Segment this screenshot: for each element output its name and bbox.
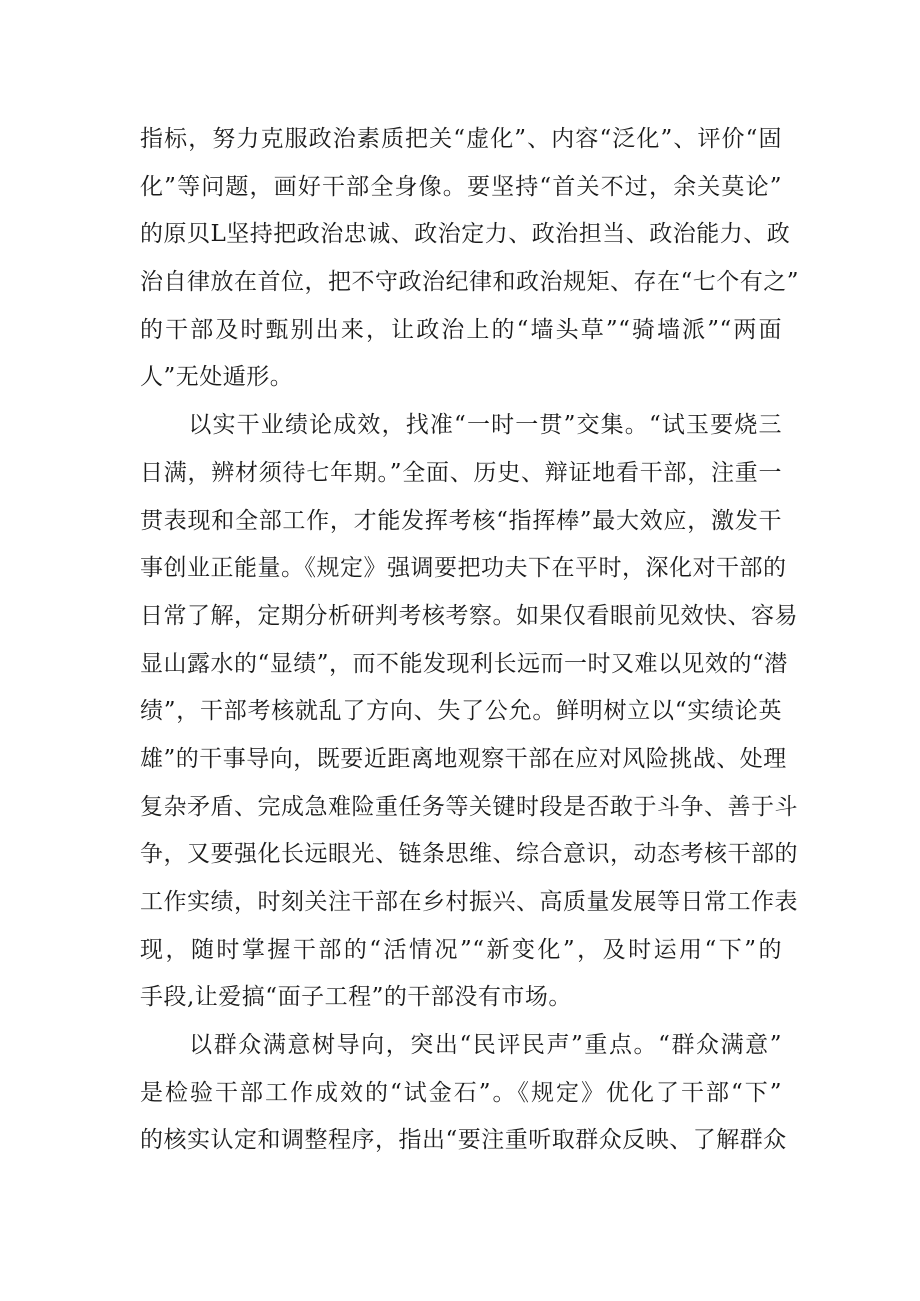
text-line: 贯表现和全部工作，才能发挥考核“指挥棒”最大效应，激发干	[140, 507, 782, 534]
text-line: 是检验干部工作成效的“试金石”。《规定》优化了干部“下”	[140, 1079, 782, 1106]
text-line: 治自律放在首位，把不守政治纪律和政治规矩、存在“七个有之”	[140, 269, 800, 296]
text-line: 指标，努力克服政治素质把关“虚化”、内容“泛化”、评价“固	[140, 126, 782, 152]
text-line: 的原贝L坚持把政治忠诚、政治定力、政治担当、政治能力、政	[140, 221, 791, 248]
text-line: 的核实认定和调整程序，指出“要注重听取群众反映、了解群众	[140, 1127, 787, 1154]
text-line: 手段,让爱搞“面子工程”的干部没有市场。	[140, 984, 572, 1011]
text-line: 以群众满意树导向，突出“民评民声”重点。“群众满意”	[140, 1032, 782, 1059]
text-line: 工作实绩，时刻关注干部在乡村振兴、高质量发展等日常工作表	[140, 889, 798, 915]
text-line: 化”等问题，画好干部全身像。要坚持“首关不过，余关莫论”	[140, 173, 782, 200]
text-line: 显山露水的“显绩”，而不能发现利长远而一时又难以见效的“潜	[140, 650, 788, 677]
text-line: 以实干业绩论成效，找准“一时一贯”交集。“试玉要烧三	[140, 412, 782, 439]
text-line: 人”无处遁形。	[140, 364, 294, 391]
text-line: 复杂矛盾、完成急难险重任务等关键时段是否敢于斗争、善于斗	[140, 793, 798, 820]
document-body	[140, 116, 800, 1165]
text-line: 绩”，干部考核就乱了方向、失了公允。鲜明树立以“实绩论英	[140, 698, 782, 725]
text-line: 事创业正能量。《规定》强调要把功夫下在平时，深化对干部的	[140, 555, 787, 582]
text-line: 的干部及时甄别出来，让政治上的“墙头草”“骑墙派”“两面	[140, 316, 782, 343]
text-line: 雄”的干事导向，既要近距离地观察干部在应对风险挑战、处理	[140, 745, 787, 772]
text-line: 日常了解，定期分析研判考核考察。如果仅看眼前见效快、容易	[140, 602, 798, 629]
text-line: 争，又要强化长远眼光、链条思维、综合意识，动态考核干部的	[140, 841, 798, 868]
text-line: 现，随时掌握干部的“活情况”“新变化”，及时运用“下”的	[140, 936, 782, 963]
text-line: 日满，辨材须待七年期。”全面、历史、辩证地看干部，注重一	[140, 459, 782, 486]
